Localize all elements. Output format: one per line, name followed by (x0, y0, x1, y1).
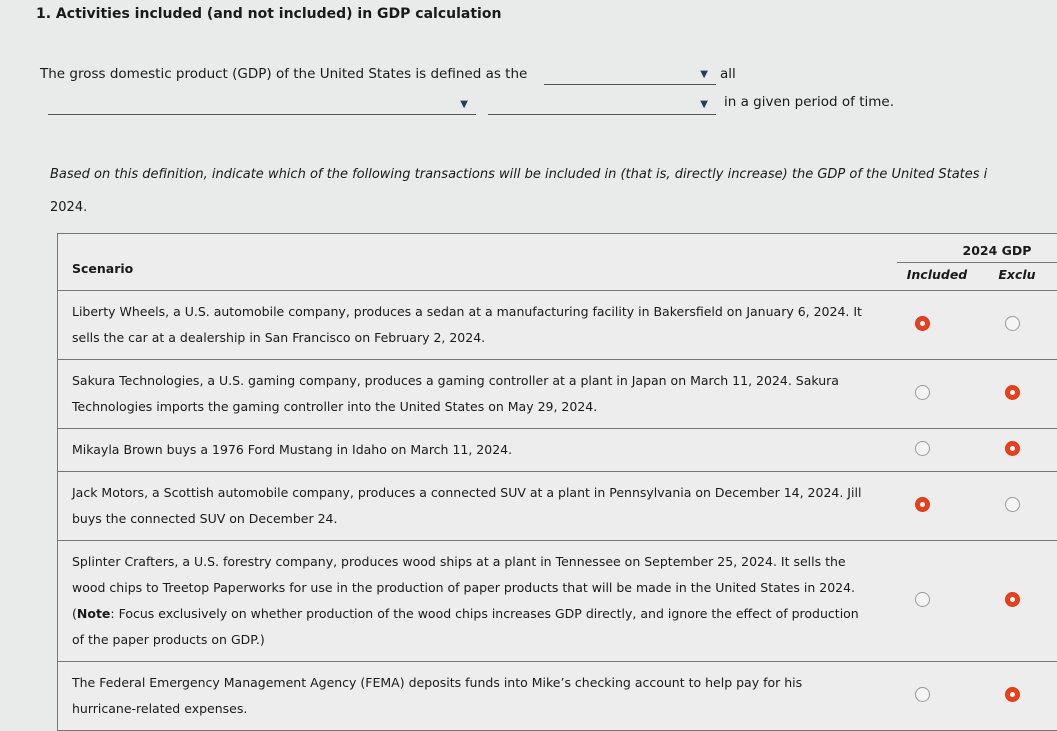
definition-middle: all (720, 66, 736, 82)
header-scenario: Scenario (58, 234, 878, 291)
scenario-text-after: : Focus exclusively on whether production of the wood chips increases GDP directly, and ignore the effect of production of the paper products on GDP.) (72, 606, 859, 647)
radio-excluded[interactable] (1005, 441, 1020, 456)
radio-included[interactable] (915, 316, 930, 331)
dropdown-2[interactable] (48, 96, 476, 115)
caret-down-icon: ▼ (700, 69, 708, 80)
table-row (58, 429, 1057, 472)
dropdown-3[interactable] (488, 96, 716, 115)
header-group: 2024 GDP (897, 241, 1057, 263)
table-row (58, 360, 1057, 429)
header-included: Included (897, 267, 977, 282)
table-row (58, 541, 1057, 662)
radio-excluded[interactable] (1005, 592, 1020, 607)
question-year: 2024. (50, 200, 87, 215)
scenario-text-before: Splinter Crafters, a U.S. forestry company, produces wood ships at a plant in Tennessee on September 25, 2024. It sells the wood chips to Treetop Paperworks for use in the production of paper products that will be made in the United States in 2024. ( (72, 554, 855, 621)
caret-down-icon: ▼ (460, 99, 468, 110)
scenario-text: The Federal Emergency Management Agency (FEMA) deposits funds into Mike’s checking account to help pay for his hurricane-related expenses. (58, 662, 878, 731)
header-excluded: Exclu (977, 267, 1057, 282)
radio-included[interactable] (915, 497, 930, 512)
scenario-text (58, 541, 878, 662)
radio-included[interactable] (915, 687, 930, 702)
scenario-text: Jack Motors, a Scottish automobile company, produces a connected SUV at a plant in Pennsylvania on December 14, 2024. Jill buys the connected SUV on December 24. (58, 472, 878, 541)
note-label: Note (77, 606, 111, 621)
question-text: Based on this definition, indicate which of the following transactions will be included in (that is, directly increase) the GDP of the United States i (50, 167, 987, 182)
radio-included[interactable] (915, 385, 930, 400)
scenario-text: Mikayla Brown buys a 1976 Ford Mustang in Idaho on March 11, 2024. (58, 429, 878, 472)
caret-down-icon: ▼ (700, 99, 708, 110)
scenario-text: Sakura Technologies, a U.S. gaming company, produces a gaming controller at a plant in Japan on March 11, 2024. Sakura Technologies imports the gaming controller into the United States on May 29, 2024. (58, 360, 878, 429)
radio-excluded[interactable] (1005, 687, 1020, 702)
radio-included[interactable] (915, 592, 930, 607)
table-row (58, 472, 1057, 541)
definition-suffix: in a given period of time. (724, 94, 894, 110)
definition-prefix: The gross domestic product (GDP) of the United States is defined as the (40, 66, 527, 82)
scenario-text: Liberty Wheels, a U.S. automobile company, produces a sedan at a manufacturing facility in Bakersfield on January 6, 2024. It sells the car at a dealership in San Francisco on February 2, 2024. (58, 291, 878, 360)
table-row (58, 662, 1057, 731)
radio-excluded[interactable] (1005, 316, 1020, 331)
radio-included[interactable] (915, 441, 930, 456)
radio-excluded[interactable] (1005, 385, 1020, 400)
question-title: 1. Activities included (and not included) in GDP calculation (36, 6, 501, 22)
table-row (58, 291, 1057, 360)
dropdown-1[interactable] (544, 66, 716, 85)
gdp-table (57, 233, 1057, 731)
radio-excluded[interactable] (1005, 497, 1020, 512)
